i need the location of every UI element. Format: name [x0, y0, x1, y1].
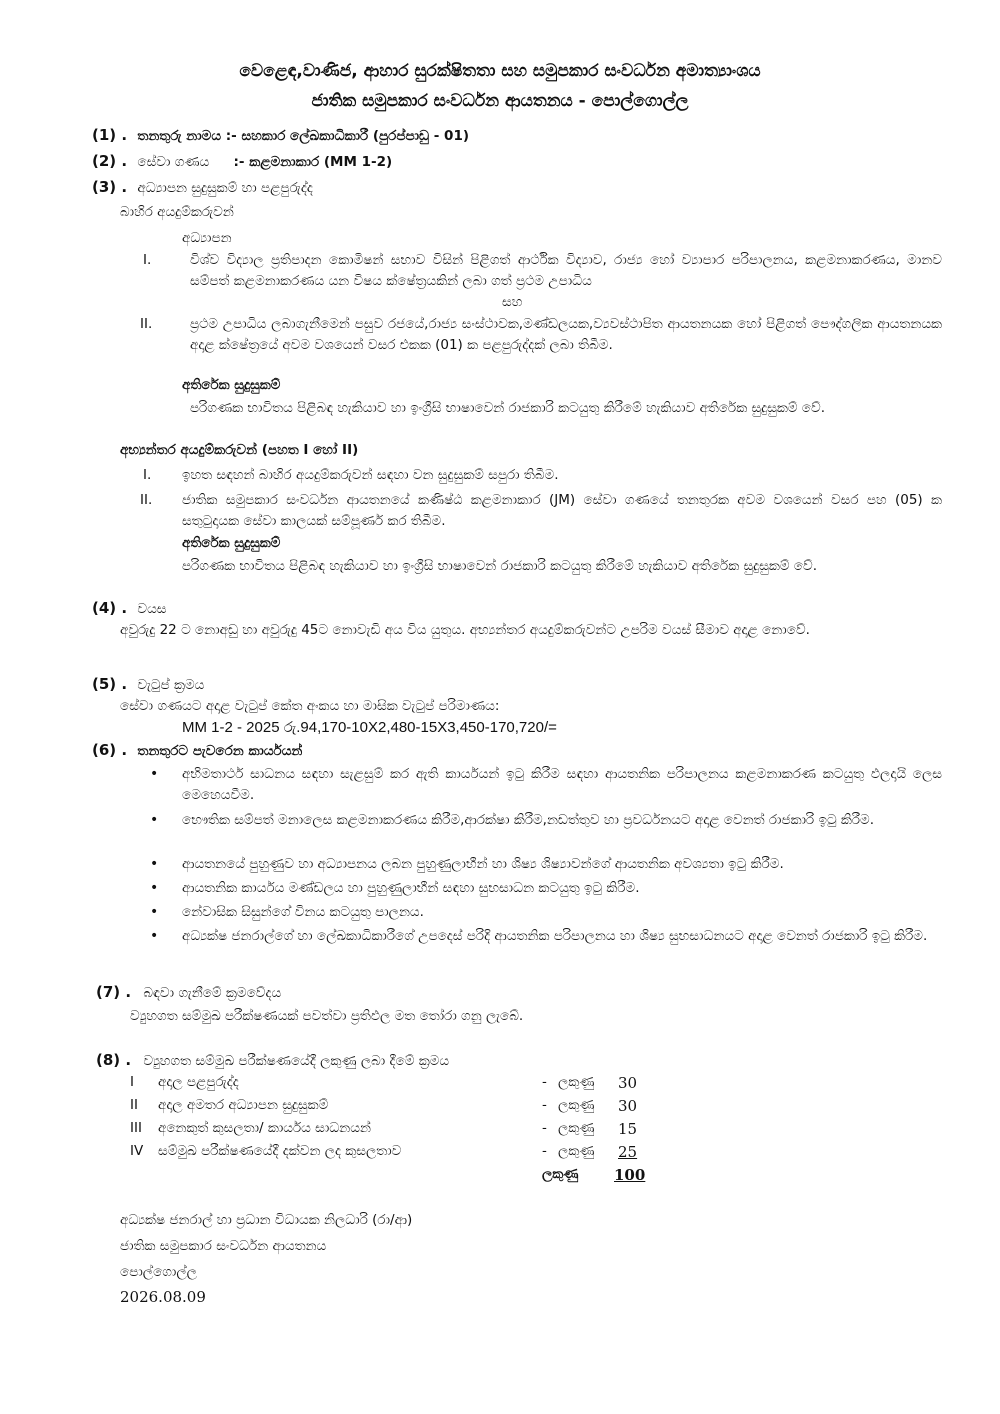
marks-row-value: 30 [618, 1097, 638, 1115]
marks-row-unit: ලකුණු [558, 1074, 595, 1090]
service-category-label: සේවා ගණය [137, 154, 210, 170]
duty-item: ආයතනයේ පුහුණුව හා අධ්‍යාපනය ලබන පුහුණුලාභීන් හා ශිෂ්‍ය ශිෂ්‍යාවන්ගේ ආයතනික අවශ්‍යතා ඉටු කිරීම. [182, 856, 784, 872]
ext-item-i-text: විශ්ව විද්‍යාල ප්‍රතිපාදන කොමිෂන් සභාව විසින් පිළිගත් ආර්ථික විද්‍යාව, රාජ්‍ය හෝ ව්‍යාපාර පරිපාලනය, කළමනාකරණය, මානව සම්පත් කළමනාකරණය යන විෂය ක්ෂේත්‍රයකින් ලබා ගත් ප්‍රථම උපාධිය [190, 252, 942, 289]
marks-row [130, 1072, 660, 1094]
internal-applicants-label: අභ්‍යන්තර අයදුම්කරුවන් (පහත I හෝ II) [120, 442, 359, 458]
section-3-number: (3) . [92, 178, 128, 196]
section-8-heading [96, 1049, 449, 1072]
signatory-institute: ජාතික සමුපකාර සංවර්ධන ආයතනය [120, 1238, 327, 1254]
section-1 [92, 124, 469, 147]
external-applicants-label: බාහිර අයදුම්කරුවන් [120, 204, 234, 220]
section-1-number: (1) . [92, 126, 128, 144]
bullet-icon: • [150, 928, 159, 944]
marks-row [130, 1118, 660, 1140]
section-6-heading [92, 739, 302, 762]
section-5-heading [92, 673, 204, 696]
marks-row-unit: ලකුණු [558, 1143, 595, 1159]
int-additional-qualifications-text: පරිගණක භාවිතය පිළිබඳ හැකියාව හා ඉංග්‍රීසි භාෂාවෙන් රාජකාරි කටයුතු කිරීමේ හැකියාව අතිරේක සුදුසුකම් වේ. [182, 558, 818, 574]
duty-item: භෞතික සම්පත් මනාලෙස කළමනාකරණය කිරීම,ආරක්ෂා කිරීම,නඩත්තුව හා ප්‍රවර්ධනයට අදාළ වෙනත් රාජකාරි ඉටු කිරීම. [182, 812, 875, 828]
marks-row-dash: - [542, 1074, 547, 1090]
bullet-icon: • [150, 880, 159, 896]
section-2-number: (2) . [92, 152, 128, 170]
salary-scale: MM 1-2 - 2025 රු.94,170-10X2,480-15X3,450-170,720/= [182, 719, 557, 736]
institute-heading: ජාතික සමුපකාර සංවර්ධන ආයතනය - පොල්ගොල්ල [311, 91, 689, 111]
section-7-number: (7) . [96, 983, 132, 1001]
recruitment-method-text: ව්‍යුහගත සම්මුඛ පරීක්ෂණයක් පවත්වා ප්‍රතිඵල මත තෝරා ගනු ලැබේ. [130, 1008, 524, 1024]
section-6-title: තනතුරට පැවරෙන කාර්යයන් [137, 743, 303, 759]
duty-item: අධ්‍යක්ෂ ජනරාල්ගේ හා ලේඛකාධිකාරීගේ උපදෙස් පරිදි ආයතනික පරිපාලනය හා ශිෂ්‍ය සුභසාධනයට අදාළ වෙනත් රාජකාරි ඉටු කිරීම. [182, 928, 928, 944]
section-8-title: ව්‍යුහගත සම්මුඛ පරීක්ෂණයේදී ලකුණු ලබා දීමේ ක්‍රමය [143, 1053, 450, 1069]
service-category-value: :- කළමනාකාර (MM 1-2) [233, 154, 393, 170]
duty-item: නේවාසික සිසුන්ගේ විනය කටයුතු පාලනය. [182, 904, 424, 920]
section-7-heading [96, 981, 281, 1004]
marks-row-label: සම්මුඛ පරීක්ෂණයේදී දක්වන ලද කුසලතාව [158, 1143, 402, 1159]
int-item-ii-text: ජාතික සමුපකාර සංවර්ධන ආයතනයේ කණිෂ්ඨ කළමනාකාර (JM) සේවා ගණයේ තනතුරක අවම වශයෙන් වසර පහ (05) ක සතුටුදායක සේවා කාලයක් සම්පූර්ණ කර තිබීම. [182, 492, 942, 529]
marks-row-value: 25 [618, 1143, 638, 1161]
marks-row-label: අදාල පළපුරුද්ද [158, 1074, 239, 1090]
int-item-i-number: I. [143, 467, 152, 483]
age-requirement-text: අවුරුදු 22 ට නොඅඩු හා අවුරුදු 45ට නොවැඩි අය විය යුතුය. අභ්‍යන්තර අයදුම්කරුවන්ට උපරිම වයස් සීමාව අදාළ නොවේ. [120, 622, 810, 638]
section-7-title: බඳවා ගැනීමේ ක්‍රමවේදය [143, 985, 282, 1001]
additional-qualifications-text: පරිගණක භාවිතය පිළිබඳ හැකියාව හා ඉංග්‍රීසි භාෂාවෙන් රාජකාරි කටයුතු කිරීමේ හැකියාව අතිරේක සුදුසුකම් වේ. [190, 400, 826, 416]
marks-row-roman: III [130, 1120, 142, 1136]
section-3-title: අධ්‍යාපන සුදුසුකම් හා පළපුරුද්ද [137, 180, 313, 196]
ext-item-i-number: I. [143, 252, 152, 268]
section-4-title: වයස [137, 601, 167, 617]
post-name: තනතුරු නාමය :- සහකාර ලේඛකාධිකාරී (පුරප්පාඩු - 01) [137, 128, 470, 144]
marks-row-value: 30 [618, 1074, 638, 1092]
section-5-number: (5) . [92, 675, 128, 693]
and-label: සහ [502, 294, 523, 310]
marks-row-unit: ලකුණු [558, 1120, 595, 1136]
marks-row-dash: - [542, 1120, 547, 1136]
section-4-heading [92, 597, 167, 620]
marks-total-unit: ලකුණු [542, 1166, 579, 1182]
marks-row-dash: - [542, 1097, 547, 1113]
marks-row-roman: II [130, 1097, 138, 1113]
ext-item-ii-text: ප්‍රථම උපාධිය ලබාගැනීමෙන් පසුව රජයේ,රාජ්‍ය සංස්ථාවක,මණ්ඩලයක,ව්‍යවස්ථාපිත ආයතනයක හෝ පිළිගත් පෞද්ගලික ආයතනයක අදාළ ක්ෂේත්‍රයේ අවම වශයෙන් වසර එකක (01) ක පළපුරුද්දක් ලබා තිබීම. [190, 316, 942, 353]
bullet-icon: • [150, 812, 159, 828]
ministry-heading: වෙළෙඳ,වාණිජ, ආහාර සුරක්ෂිතතා සහ සමුපකාර සංවර්ධන අමාත්‍යාංශය [239, 61, 761, 81]
section-2 [92, 150, 392, 173]
section-8-number: (8) . [96, 1051, 132, 1069]
marks-row-unit: ලකුණු [558, 1097, 595, 1113]
bullet-icon: • [150, 766, 159, 782]
section-5-title: වැටුප් ක්‍රමය [137, 677, 205, 693]
marks-row-roman: I [130, 1074, 134, 1090]
ext-item-ii-number: II. [140, 316, 153, 332]
duty-item: අභිමතාර්ථ සාධනය සඳහා සැළසුම් කර ඇති කාර්යයන් ඉටු කිරීම සඳහා ආයතනික පරිපාලනය කළමනාකරණ කටයුතු ඵලදායි ලෙස මෙහෙයවීම. [182, 766, 942, 803]
education-label: අධ්‍යාපන [182, 230, 232, 246]
marks-total-row [130, 1164, 660, 1186]
signatory-title: අධ්‍යක්ෂ ජනරාල් හා ප්‍රධාන විධායක නිලධාරි (රා/ආ) [120, 1212, 413, 1228]
marks-row-value: 15 [618, 1120, 638, 1138]
salary-code-text: සේවා ගණයට අදාළ වැටුප් කේත අංකය හා මාසික වැටුප් පරිමාණය: [120, 698, 500, 714]
section-4-number: (4) . [92, 599, 128, 617]
additional-qualifications-title: අතිරේක සුදුසුකම් [182, 377, 281, 393]
int-item-ii-number: II. [140, 492, 153, 508]
marks-row-label: අනෙකුත් කුසලතා/ කාර්යය සාධනයන් [158, 1120, 371, 1136]
marks-row [130, 1095, 660, 1117]
bullet-icon: • [150, 856, 159, 872]
section-3-heading [92, 176, 313, 199]
duty-item: ආයතනික කාර්යය මණ්ඩලය හා පුහුණුලාභීන් සඳහා සුභසාධන කටයුතු ඉටු කිරීම. [182, 880, 640, 896]
section-6-number: (6) . [92, 741, 128, 759]
marks-total-value: 100 [614, 1166, 646, 1184]
signatory-location: පොල්ගොල්ල [120, 1264, 197, 1280]
int-additional-qualifications-title: අතිරේක සුදුසුකම් [182, 535, 281, 551]
marks-row [130, 1141, 660, 1163]
marks-row-roman: IV [130, 1143, 144, 1159]
marks-row-label: අදාල අමතර අධ්‍යාපන සුදුසුකම් [158, 1097, 329, 1113]
document-date: 2026.08.09 [120, 1288, 206, 1306]
marks-row-dash: - [542, 1143, 547, 1159]
bullet-icon: • [150, 904, 159, 920]
int-item-i-text: ඉහත සඳහන් බාහිර අයදුම්කරුවන් සඳහා වන සුදුසුකම් සපුරා තිබීම. [182, 467, 559, 483]
